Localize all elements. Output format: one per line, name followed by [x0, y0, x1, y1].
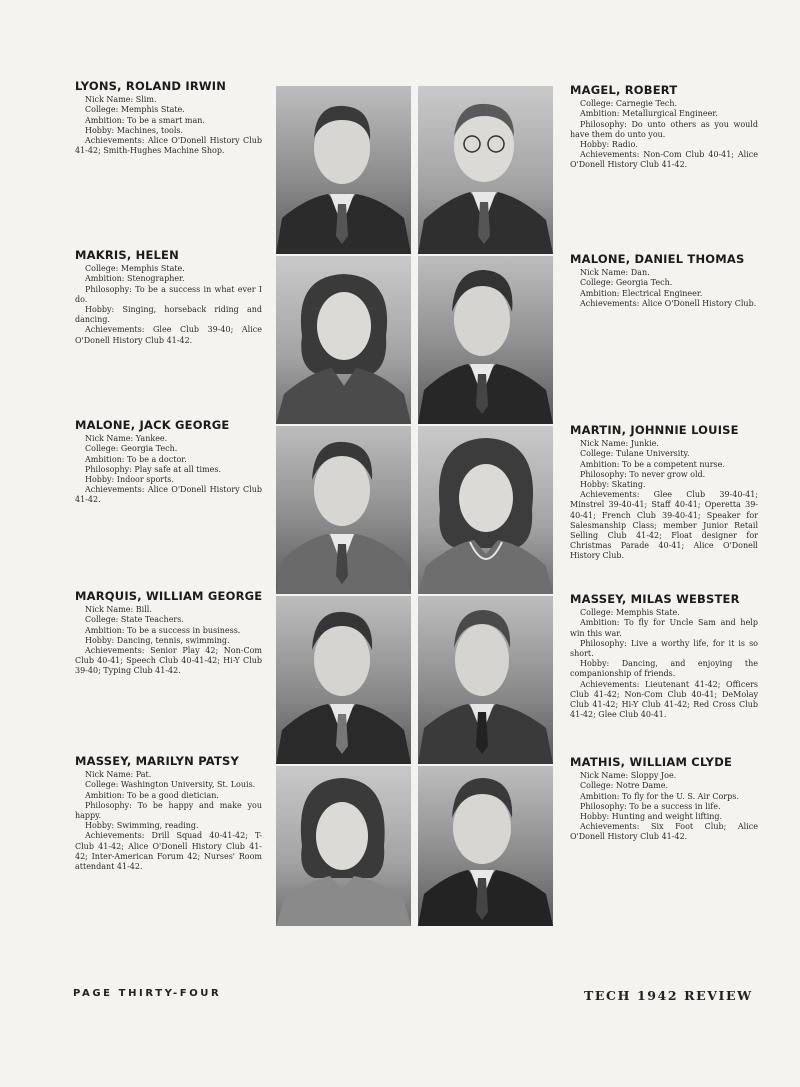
entry-line: Achievements: Six Foot Club; Alice O'Donell History Club 41-42. — [570, 822, 758, 842]
entry-line: Hobby: Skating. — [580, 480, 646, 490]
entry-line: Achievements: Alice O'Donell History Club. — [580, 298, 757, 308]
entry-line: Ambition: Electrical Engineer. — [580, 288, 703, 298]
entry-line: Achievements: Non-Com Club 40-41; Alice O'Donell History Club 41-42. — [570, 150, 758, 170]
entry-line: College: Notre Dame. — [580, 781, 669, 791]
entry-magel-robert — [570, 85, 758, 171]
entry-line: Hobby: Dancing, and enjoying the companionship of friends. — [570, 659, 758, 679]
entry-martin-johnnie-louise — [570, 425, 758, 562]
entry-line: College: Tulane University. — [580, 449, 690, 459]
student-name: MARTIN, JOHNNIE LOUISE — [570, 423, 739, 437]
entry-line: Hobby: Machines, tools. — [85, 125, 184, 135]
entry-line: Nick Name: Junkie. — [580, 439, 659, 449]
entry-malone-jack-george — [75, 420, 262, 506]
entry-line: Achievements: Alice O'Donell History Club 41-42; Smith-Hughes Machine Shop. — [75, 136, 262, 156]
entry-line: Philosophy: To be a success in what ever I do. — [75, 284, 262, 304]
student-name: MASSEY, MARILYN PATSY — [75, 754, 240, 768]
entry-line: Ambition: Metallurgical Engineer. — [580, 109, 718, 119]
entry-line: College: State Teachers. — [85, 615, 184, 625]
entry-malone-daniel-thomas — [570, 254, 758, 309]
entry-line: Ambition: Stenographer. — [85, 274, 185, 284]
entry-line: Philosophy: To never grow old. — [580, 469, 706, 479]
entry-line: Philosophy: To be a success in life. — [580, 801, 721, 811]
entry-line: College: Memphis State. — [85, 264, 185, 274]
entry-line: Philosophy: Live a worthy life, for it is so short. — [570, 638, 758, 659]
portrait-photo-malone-jack — [276, 426, 411, 594]
entry-line: Hobby: Dancing, tennis, swimming. — [85, 635, 230, 645]
portrait-photo-magel — [418, 86, 553, 254]
portrait-photo-massey-milas — [418, 596, 553, 764]
entry-line: Achievements: Glee Club 39-40; Alice O'Donell History Club 41-42. — [75, 325, 262, 345]
publication-title-footer: TECH 1942 REVIEW — [584, 988, 753, 1003]
student-name: MASSEY, MILAS WEBSTER — [570, 592, 740, 606]
entry-line: College: Memphis State. — [580, 608, 680, 618]
entry-line: Philosophy: Do unto others as you would have them do unto you. — [570, 119, 758, 139]
entry-line: College: Memphis State. — [85, 105, 185, 115]
entry-line: Philosophy: To be happy and make you happy. — [75, 800, 262, 821]
entry-line: Achievements: Senior Play 42; Non-Com Club 40-41; Speech Club 40-41-42; Hi-Y Club 39-40; Typing Club 41-42. — [75, 646, 262, 676]
entry-line: College: Carnegie Tech. — [580, 99, 678, 109]
entry-mathis-william-clyde — [570, 757, 758, 843]
page-number-footer: PAGE THIRTY-FOUR — [73, 988, 222, 999]
entry-line: Hobby: Hunting and weight lifting. — [580, 812, 723, 822]
student-name: MAGEL, ROBERT — [570, 83, 678, 97]
portrait-photo-malone-daniel — [418, 256, 553, 424]
entry-line: Ambition: To be a competent nurse. — [580, 459, 725, 469]
portrait-photo-massey-marilyn — [276, 766, 411, 926]
entry-line: Nick Name: Dan. — [580, 268, 650, 278]
entry-line: Hobby: Indoor sports. — [85, 475, 174, 485]
entry-line: Hobby: Radio. — [580, 140, 638, 150]
entry-line: Ambition: To fly for Uncle Sam and help win this war. — [570, 618, 758, 638]
entry-line: Nick Name: Sloppy Joe. — [580, 771, 677, 781]
entry-line: Ambition: To be a success in business. — [85, 625, 241, 635]
entry-line: Nick Name: Slim. — [85, 95, 157, 105]
entry-line: Achievements: Alice O'Donell History Club 41-42. — [75, 485, 262, 505]
entry-line: Ambition: To be a doctor. — [85, 454, 187, 464]
portrait-photo-marquis — [276, 596, 411, 764]
entry-line: Hobby: Singing, horseback riding and dancing. — [75, 305, 262, 325]
portrait-photo-martin — [418, 426, 553, 594]
entry-line: Nick Name: Yankee. — [85, 434, 168, 444]
entry-line: Nick Name: Pat. — [85, 770, 152, 780]
portrait-photo-makris — [276, 256, 411, 424]
entry-line: Achievements: Glee Club 39-40-41; Minstrel 39-40-41; Staff 40-41; Operetta 39-40-41; French Club 39-40-41; Speaker for Salesmanship Class; member Junior Retail Selling Club 41-42; Float designer for Christmas Parade 40-41; Alice O'Donell History Club. — [570, 490, 758, 561]
portrait-photo-mathis — [418, 766, 553, 926]
student-name: MALONE, JACK GEORGE — [75, 418, 230, 432]
entry-line: College: Georgia Tech. — [580, 278, 673, 288]
entry-line: College: Washington University, St. Louis. — [85, 780, 256, 790]
entry-line: Ambition: To fly for the U. S. Air Corps. — [580, 791, 739, 801]
entry-lyons-roland-irwin — [75, 81, 262, 156]
entry-line: Philosophy: Play safe at all times. — [85, 464, 222, 474]
entry-marquis-william-george — [75, 591, 262, 677]
student-name: MALONE, DANIEL THOMAS — [570, 252, 745, 266]
entry-line: Hobby: Swimming, reading. — [85, 821, 199, 831]
entry-makris-helen — [75, 250, 262, 346]
student-name: LYONS, ROLAND IRWIN — [75, 79, 227, 93]
student-name: MARQUIS, WILLIAM GEORGE — [75, 589, 263, 603]
entry-massey-milas-webster — [570, 594, 758, 720]
student-name: MATHIS, WILLIAM CLYDE — [570, 755, 733, 769]
entry-line: Nick Name: Bill. — [85, 605, 152, 615]
portrait-photo-lyons — [276, 86, 411, 254]
entry-massey-marilyn-patsy — [75, 756, 262, 872]
entry-line: Ambition: To be a good dietician. — [85, 790, 219, 800]
entry-line: College: Georgia Tech. — [85, 444, 178, 454]
entry-line: Ambition: To be a smart man. — [85, 115, 205, 125]
entry-line: Achievements: Lieutenant 41-42; Officers Club 41-42; Non-Com Club 40-41; DeMolay Club 41-42; Hi-Y Club 41-42; Red Cross Club 41-42; Glee Club 40-41. — [570, 679, 758, 720]
student-name: MAKRIS, HELEN — [75, 248, 179, 262]
entry-line: Achievements: Drill Squad 40-41-42; T-Club 41-42; Alice O'Donell History Club 41-42; Inter-American Forum 42; Nurses' Room attendant 41-42. — [75, 831, 262, 872]
